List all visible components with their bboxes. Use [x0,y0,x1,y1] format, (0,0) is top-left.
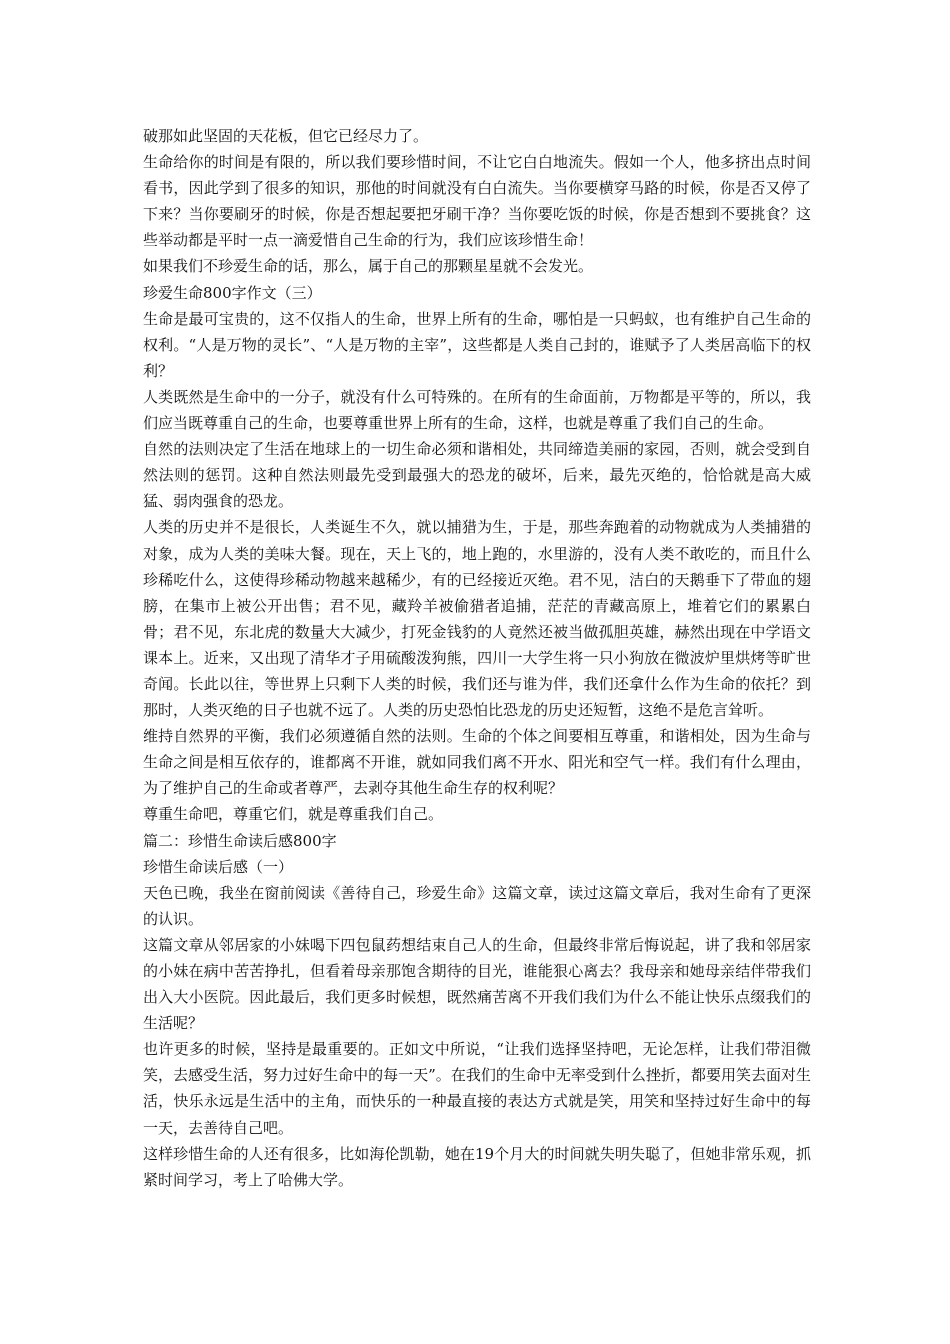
paragraph: 人类的历史并不是很长，人类诞生不久，就以捕猎为生，于是，那些奔跑着的动物就成为人类捕猎的对象，成为人类的美味大餐。现在，天上飞的，地上跑的，水里游的，没有人类不敢吃的，而且什么珍稀吃什么，这使得珍稀动物越来越稀少，有的已经接近灭绝。君不见，洁白的天鹅垂下了带血的翅膀，在集市上被公开出售；君不见，藏羚羊被偷猎者追捕，茫茫的青藏高原上，堆着它们的累累白骨；君不见，东北虎的数量大大减少，打死金钱豹的人竟然还被当做孤胆英雄，赫然出现在中学语文课本上。近来，又出现了清华才子用硫酸泼狗熊，四川一大学生将一只小狗放在微波炉里烘烤等旷世奇闻。长此以往，等世界上只剩下人类的时候，我们还与谁为伴，我们还拿什么作为生命的依托？到那时，人类灭绝的日子也就不远了。人类的历史恐怕比恐龙的历史还短暂，这绝不是危言耸听。 [143,518,811,720]
paragraph: 尊重生命吧，尊重它们，就是尊重我们自己。 [143,805,444,824]
paragraph: 这样珍惜生命的人还有很多，比如海伦凯勒，她在19个月大的时间就失明失聪了，但她非常乐观，抓紧时间学习，考上了哈佛大学。 [143,1144,811,1189]
section-heading: 珍爱生命800字作文（三） [143,283,322,302]
paragraph: 破那如此坚固的天花板，但它已经尽力了。 [143,127,429,145]
paragraph: 维持自然界的平衡，我们必须遵循自然的法则。生命的个体之间要相互尊重，和谐相处，因为生命与生命之间是相互依存的，谁都离不开谁，就如同我们离不开水、阳光和空气一样。我们有什么理由，为了维护自己的生命或者尊严，去剥夺其他生命生存的权利呢？ [143,727,811,798]
paragraph: 生命是最可宝贵的，这不仅指人的生命，世界上所有的生命，哪怕是一只蚂蚁，也有维护自己生命的权利。“人是万物的灵长”、“人是万物的主宰”，这些都是人类自己封的，谁赋予了人类居高临下的权利？ [143,309,811,380]
paragraph: 人类既然是生命中的一分子，就没有什么可特殊的。在所有的生命面前，万物都是平等的，所以，我们应当既尊重自己的生命，也要尊重世界上所有的生命，这样，也就是尊重了我们自己的生命。 [143,387,811,433]
paragraph: 天色已晚，我坐在窗前阅读《善待自己，珍爱生命》这篇文章，读过这篇文章后，我对生命有了更深的认识。 [143,883,811,928]
document-body [143,123,811,1193]
section-heading: 珍惜生命读后感（一） [143,857,294,876]
paragraph: 如果我们不珍爱生命的话，那么，属于自己的那颗星星就不会发光。 [143,257,594,276]
paragraph: 也许更多的时候，坚持是最重要的。正如文中所说，“让我们选择坚持吧，无论怎样，让我们带泪微笑，去感受生活，努力过好生命中的每一天”。在我们的生命中无率受到什么挫折，都要用笑去面对生活，快乐永远是生活中的主角，而快乐的一种最直接的表达方式就是笑，用笑和坚持过好生命中的每一天，去善待自己吧。 [143,1040,811,1137]
paragraph: 自然的法则决定了生活在地球上的一切生命必须和谐相处，共同缔造美丽的家园，否则，就会受到自然法则的惩罚。这种自然法则最先受到最强大的恐龙的破坏，后来，最先灭绝的，恰恰就是高大威猛、弱肉强食的恐龙。 [143,440,811,511]
chapter-heading: 篇二：珍惜生命读后感800字 [143,831,337,850]
paragraph: 生命给你的时间是有限的，所以我们要珍惜时间，不让它白白地流失。假如一个人，他多挤出点时间看书，因此学到了很多的知识，那他的时间就没有白白流失。当你要横穿马路的时候，你是否又停了下来？当你要刷牙的时候，你是否想起要把牙刷干净？当你要吃饭的时候，你是否想到不要挑食？这些举动都是平时一点一滴爱惜自己生命的行为，我们应该珍惜生命！ [143,153,811,250]
paragraph: 这篇文章从邻居家的小妹喝下四包鼠药想结束自己人的生命，但最终非常后悔说起，讲了我和邻居家的小妹在病中苦苦挣扎，但看着母亲那饱含期待的目光，谁能狠心离去？我母亲和她母亲结伴带我们出入大小医院。因此最后，我们更多时候想，既然痛苦离不开我们我们为什么不能让快乐点缀我们的生活呢？ [143,935,811,1033]
